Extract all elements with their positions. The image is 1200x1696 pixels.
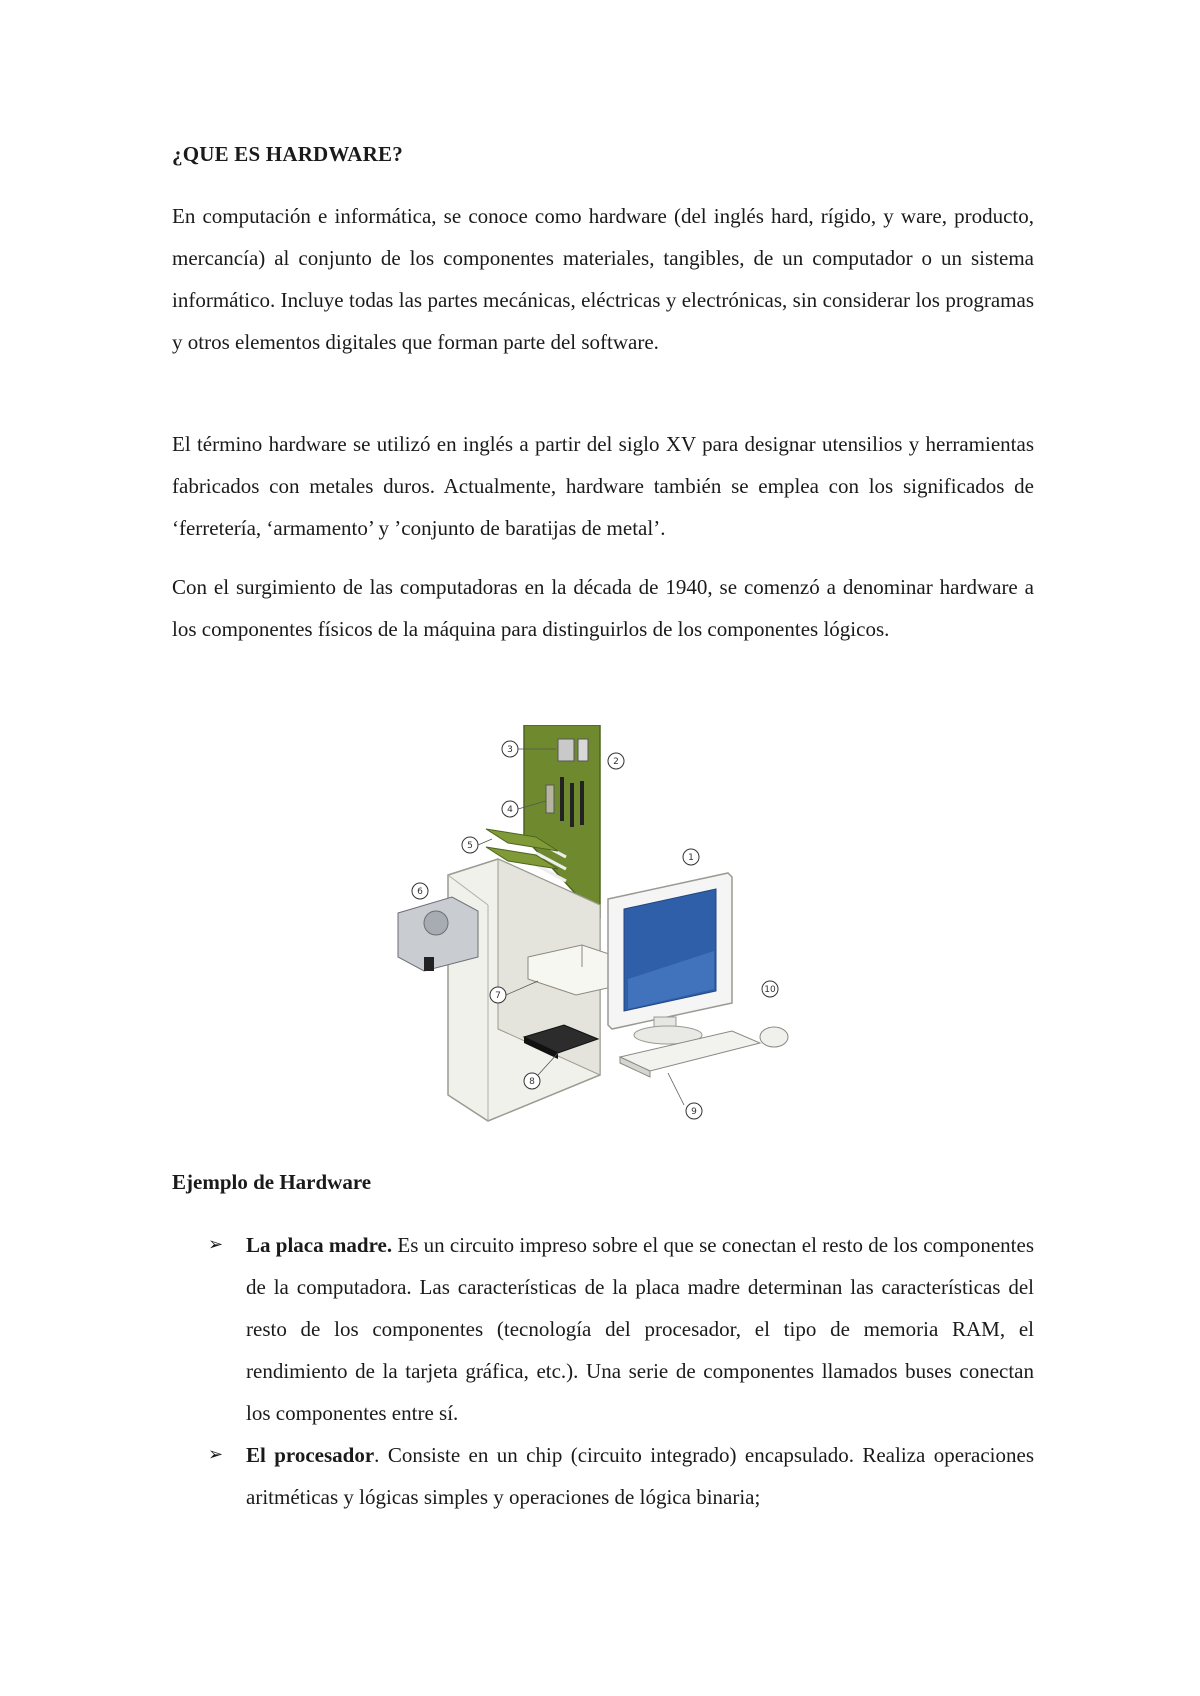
paragraph-history: Con el surgimiento de las computadoras en la década de 1940, se comenzó a denominar hardware a los componentes físicos de la máquina para distinguirlos de los componentes lógicos. bbox=[172, 575, 1034, 641]
cpu-socket-shape bbox=[558, 739, 574, 761]
callout-2: 2 bbox=[613, 757, 619, 767]
psu-cable bbox=[424, 957, 434, 971]
paragraph-definition: En computación e informática, se conoce como hardware (del inglés hard, rígido, y ware, producto, mercancía) al conjunto de los componentes materiales, tangibles, de un computador o un sistema informático. Incluye todas las partes mecánicas, eléctricas y electrónicas, sin considerar los programas y otros elementos digitales que forman parte del software. bbox=[172, 204, 1034, 354]
callout-10: 10 bbox=[764, 985, 776, 995]
callout-6: 6 bbox=[417, 887, 423, 897]
arrowhead-bullet-icon: ➢ bbox=[208, 1234, 224, 1255]
page-title: ¿QUE ES HARDWARE? bbox=[172, 142, 403, 166]
callout-4: 4 bbox=[507, 805, 513, 815]
list-item-term: El procesador bbox=[246, 1443, 375, 1467]
list-item-text: . Consiste en un chip (circuito integrado) encapsulado. Realiza operaciones aritméticas y lógicas simples y operaciones de lógica binaria; bbox=[246, 1443, 1034, 1509]
callout-7: 7 bbox=[495, 991, 501, 1001]
list-item-text: Es un circuito impreso sobre el que se conectan el resto de los componentes de la computadora. Las características de la placa madre determinan las características del resto de los componentes (tecnología del procesador, el tipo de memoria RAM, el rendimiento de la tarjeta gráfica, etc.). Una serie de componentes llamados buses conectan los componentes entre sí. bbox=[246, 1233, 1034, 1425]
list-item-term: La placa madre. bbox=[246, 1233, 393, 1257]
callout-3: 3 bbox=[507, 745, 513, 755]
ram-module bbox=[546, 785, 554, 813]
list-item bbox=[172, 1224, 1034, 1434]
callout-1: 1 bbox=[688, 853, 694, 863]
mouse-shape bbox=[760, 1027, 788, 1047]
ram-slot-b bbox=[570, 783, 574, 827]
hardware-components-figure bbox=[388, 725, 818, 1137]
chipset-shape bbox=[578, 739, 588, 761]
callout-8: 8 bbox=[529, 1077, 535, 1087]
list-item bbox=[172, 1434, 1034, 1518]
paragraph-etymology: El término hardware se utilizó en inglés a partir del siglo XV para designar utensilios y herramientas fabricados con metales duros. Actualmente, hardware también se emplea con los significados de ‘ferretería, ‘armamento’ y ’conjunto de baratijas de metal’. bbox=[172, 432, 1034, 540]
callout-5: 5 bbox=[467, 841, 473, 851]
exploded-pc-illustration bbox=[388, 725, 818, 1137]
ram-slot-c bbox=[580, 781, 584, 825]
section-title: Ejemplo de Hardware bbox=[172, 1170, 372, 1194]
arrowhead-bullet-icon: ➢ bbox=[208, 1444, 224, 1465]
hardware-examples-list bbox=[172, 1224, 1034, 1518]
callout-9: 9 bbox=[691, 1107, 697, 1117]
psu-fan-shape bbox=[424, 911, 448, 935]
ram-slot-a bbox=[560, 777, 564, 821]
